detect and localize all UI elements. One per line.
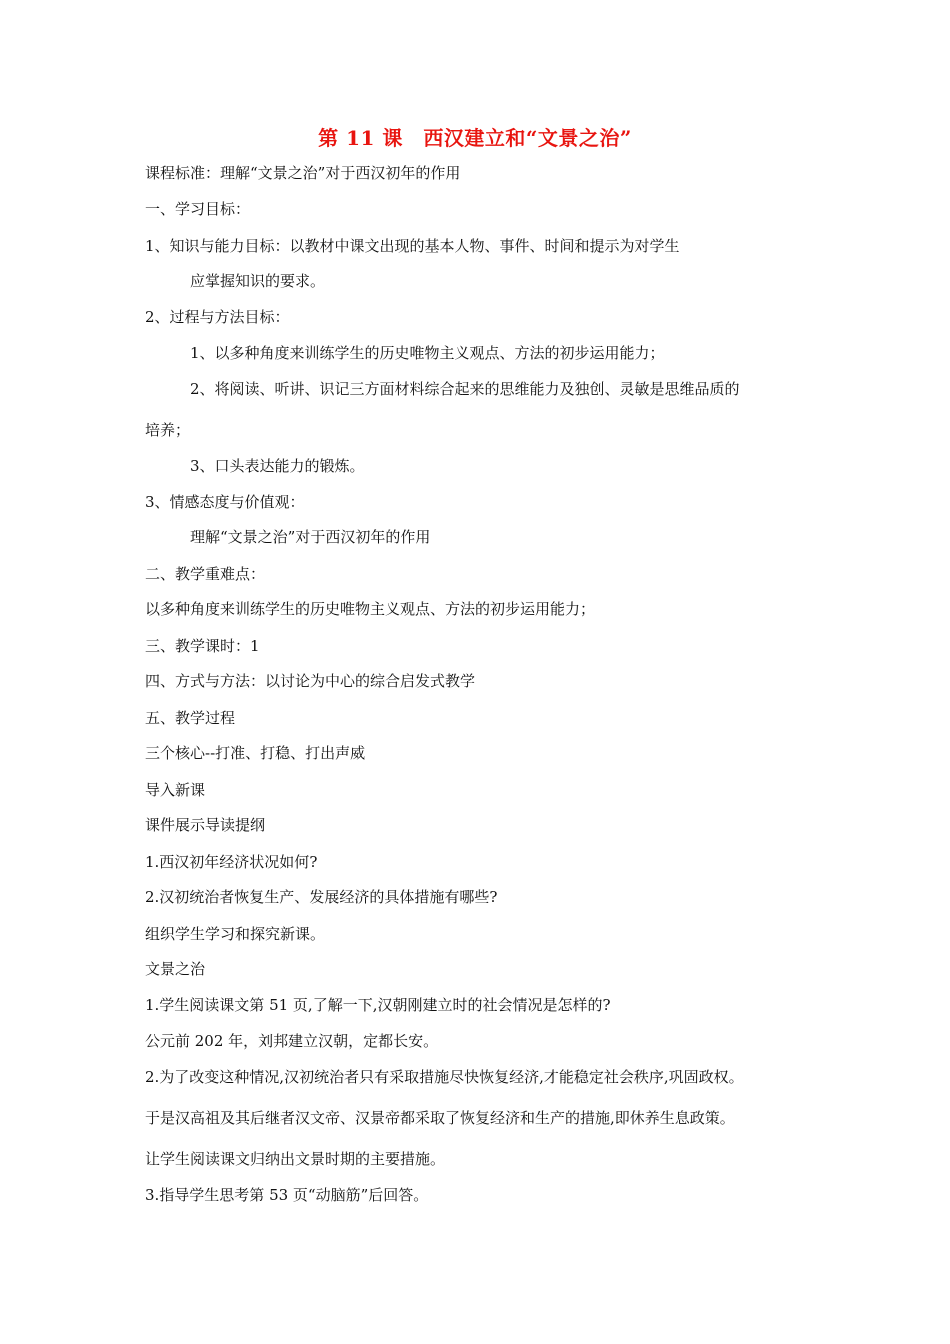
section-heading-class-hours: 三、教学课时：1 xyxy=(145,637,260,655)
policy-line: 于是汉高祖及其后继者汉文帝、汉景帝都采取了恢复经济和生产的措施,即休养生息政策。 xyxy=(145,1109,735,1127)
process-item-1: 1、以多种角度来训练学生的历史唯物主义观点、方法的初步运用能力； xyxy=(190,344,665,362)
goal-knowledge-line: 1、知识与能力目标：以教材中课文出现的基本人物、事件、时间和提示为对学生 xyxy=(145,237,680,255)
goal-attitude-line: 理解“文景之治”对于西汉初年的作用 xyxy=(190,528,431,546)
key-points-line: 以多种角度来训练学生的历史唯物主义观点、方法的初步运用能力； xyxy=(145,600,596,618)
goal-attitude-heading: 3、情感态度与价值观： xyxy=(145,493,305,511)
step-2-line: 2.为了改变这种情况,汉初统治者只有采取措施尽快恢复经济,才能稳定社会秩序,巩固政权。 xyxy=(145,1068,744,1086)
section-heading-key-points: 二、教学重难点： xyxy=(145,565,266,583)
section-heading-methods: 四、方式与方法：以讨论为中心的综合启发式教学 xyxy=(145,672,476,690)
goal-process-heading: 2、过程与方法目标： xyxy=(145,308,290,326)
process-item-2-continuation: 培养； xyxy=(145,421,191,439)
subheading-wenjing-rule: 文景之治 xyxy=(145,960,206,978)
outline-question-2: 2.汉初统治者恢复生产、发展经济的具体措施有哪些? xyxy=(145,888,498,906)
process-item-3: 3、口头表达能力的锻炼。 xyxy=(190,457,365,475)
curriculum-standard-line: 课程标准：理解“文景之治”对于西汉初年的作用 xyxy=(145,164,461,182)
section-heading-learning-goals: 一、学习目标： xyxy=(145,200,251,218)
three-cores-line: 三个核心--打准、打稳、打出声威 xyxy=(145,744,366,762)
organize-study-line: 组织学生学习和探究新课。 xyxy=(145,925,326,943)
section-heading-teaching-process: 五、教学过程 xyxy=(145,709,236,727)
outline-question-1: 1.西汉初年经济状况如何? xyxy=(145,853,318,871)
history-fact-line: 公元前 202 年，刘邦建立汉朝，定都长安。 xyxy=(145,1032,439,1050)
lesson-title: 第 11 课 西汉建立和“文景之治” xyxy=(318,126,632,150)
step-3-line: 3.指导学生思考第 53 页“动脑筋”后回答。 xyxy=(145,1186,429,1204)
step-1-line: 1.学生阅读课文第 51 页,了解一下,汉朝刚建立时的社会情况是怎样的? xyxy=(145,996,611,1014)
summarize-measures-line: 让学生阅读课文归纳出文景时期的主要措施。 xyxy=(145,1150,446,1168)
intro-new-lesson: 导入新课 xyxy=(145,781,206,799)
process-item-2: 2、将阅读、听讲、识记三方面材料综合起来的思维能力及独创、灵敏是思维品质的 xyxy=(190,380,740,398)
courseware-outline-line: 课件展示导读提纲 xyxy=(145,816,266,834)
goal-knowledge-continuation: 应掌握知识的要求。 xyxy=(190,272,326,290)
